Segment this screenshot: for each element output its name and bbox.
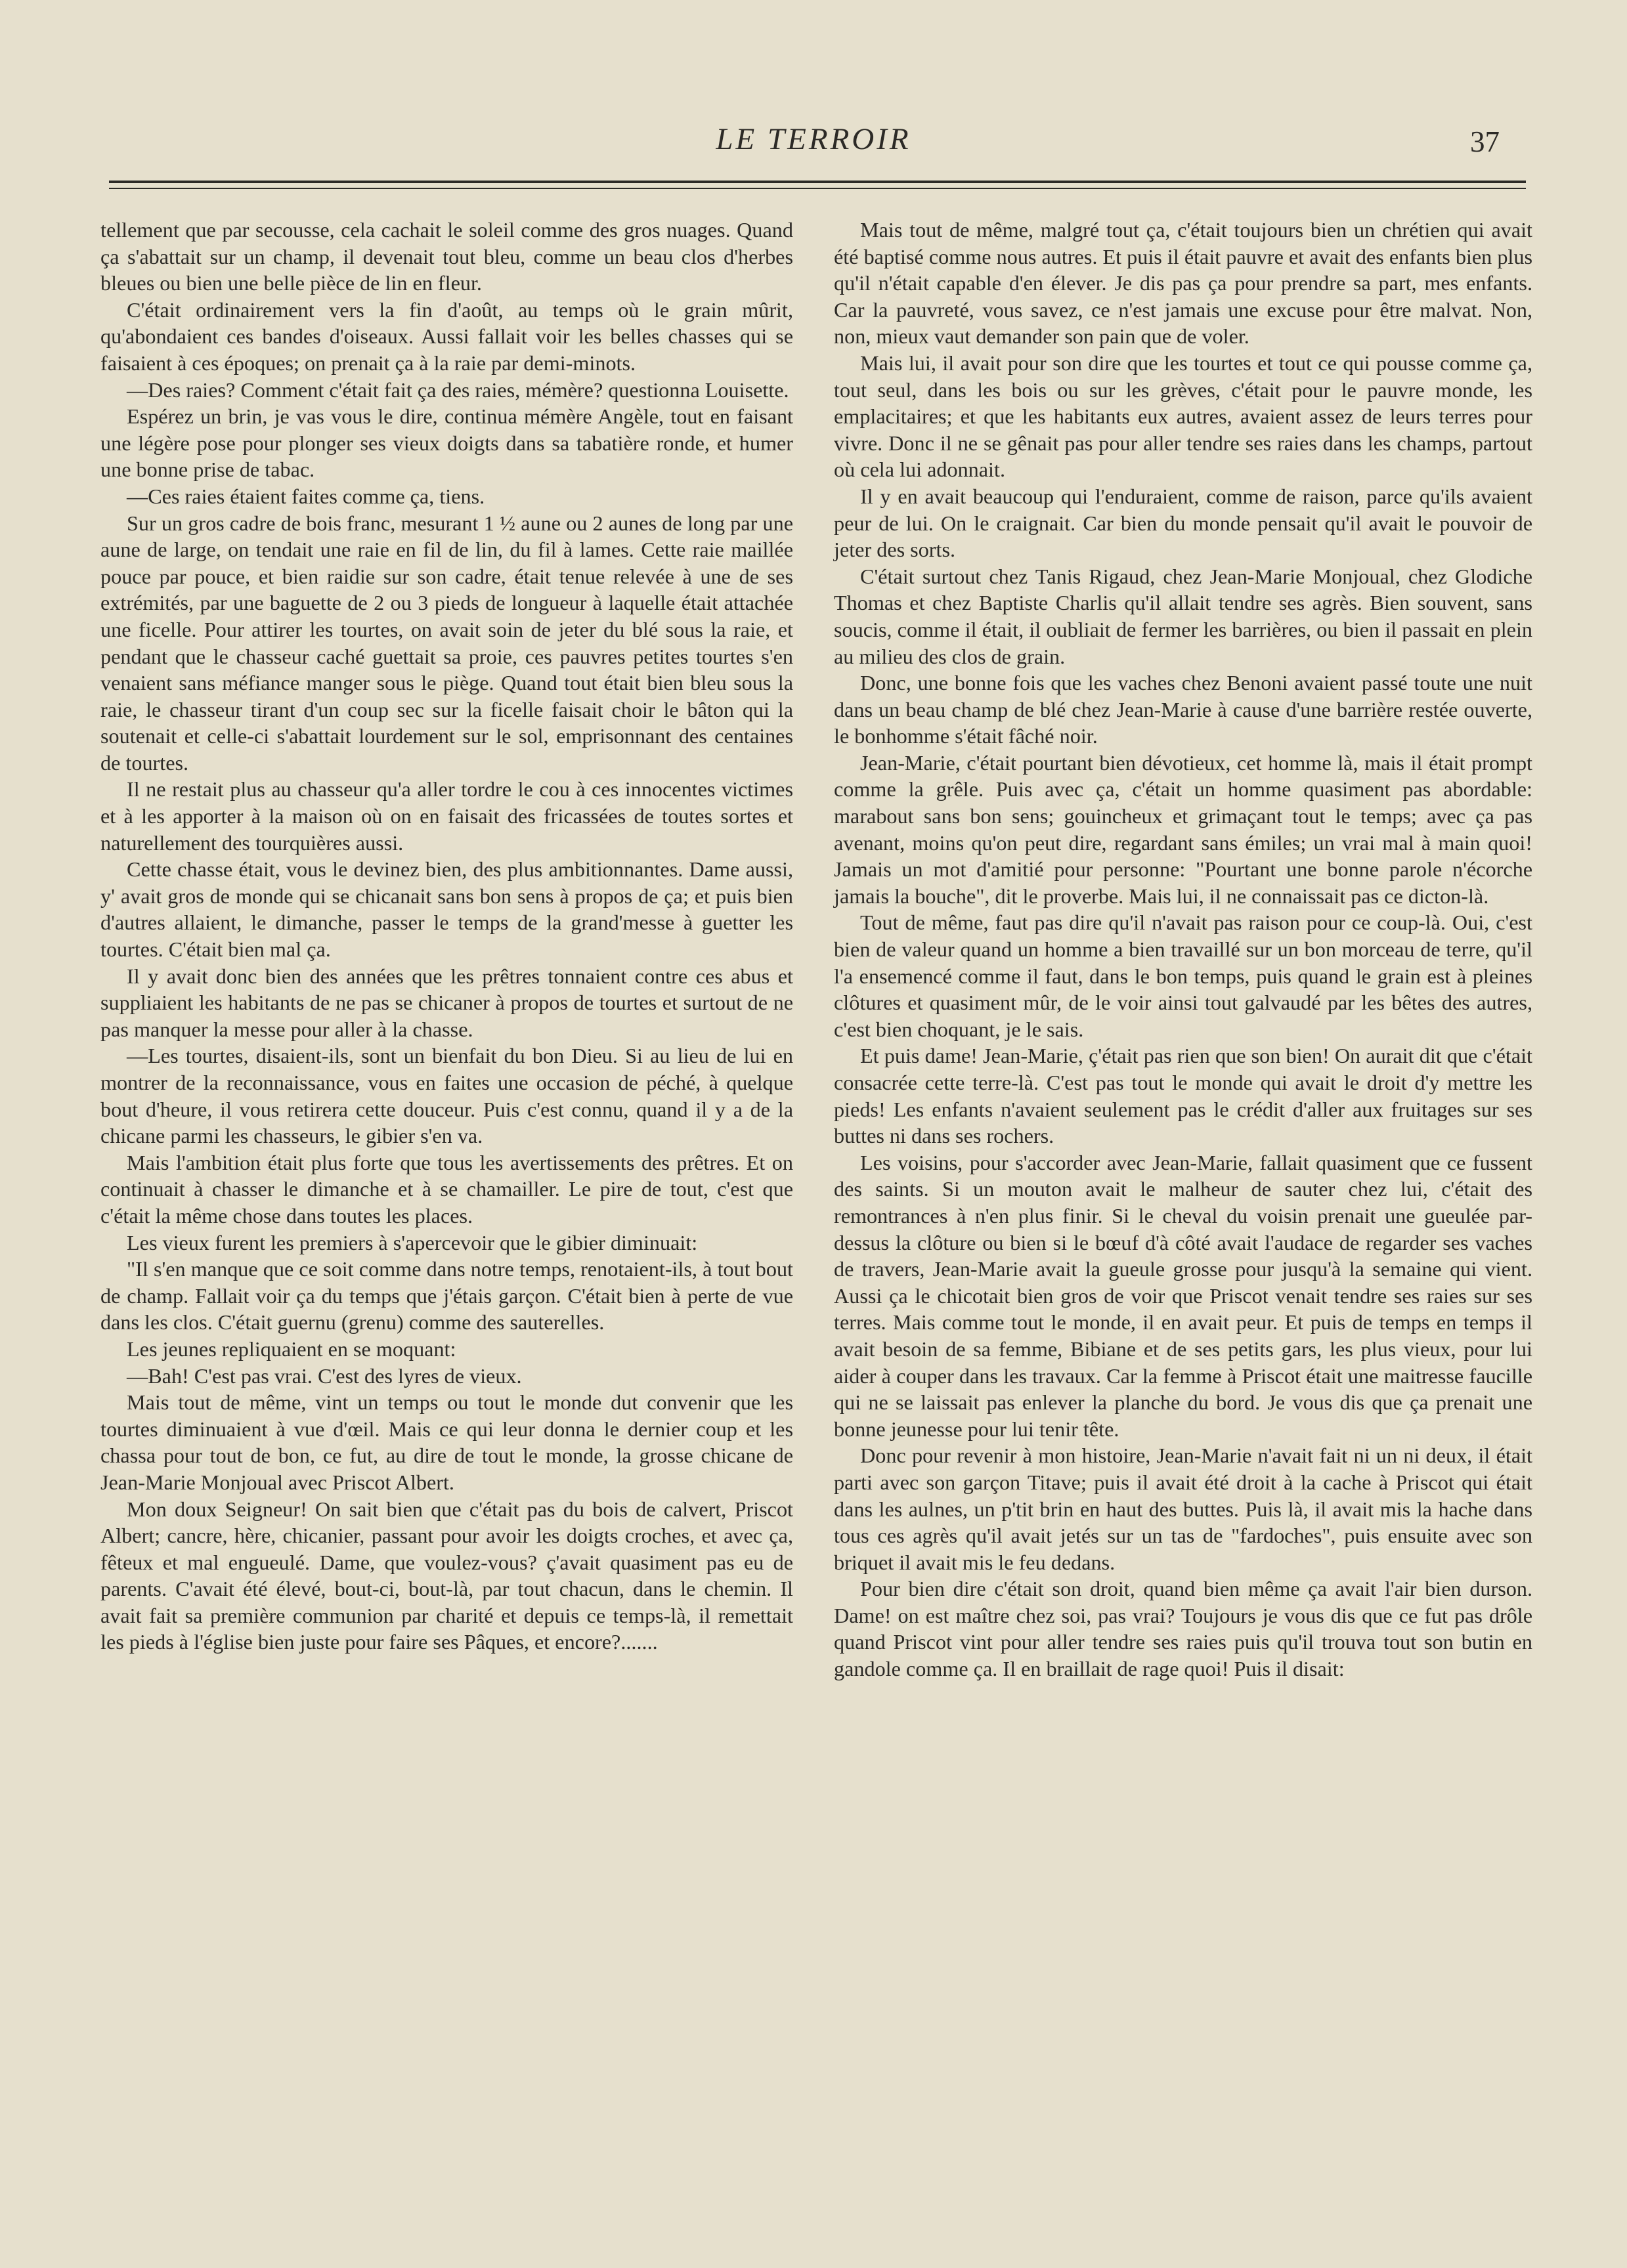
paragraph: Les vieux furent les premiers à s'apercevoir que le gibier diminuait:	[127, 1230, 698, 1254]
paragraph: C'était ordinairement vers la fin d'août, au temps où le grain mûrit, qu'abondaient ces bandes d'oiseaux. Aussi fallait voir les belles chasses qui se faisaient à ces époques; on prenait ça à la raie par demi-minots.	[100, 297, 793, 375]
paragraph: tellement que par secousse, cela cachait le soleil comme des gros nuages. Quand ça s'abattait sur un champ, il devenait tout bleu, comme un beau clos d'herbes bleues ou bien une belle pièce de lin en fleur.	[100, 218, 793, 295]
paragraph: —Ces raies étaient faites comme ça, tiens.	[127, 484, 485, 508]
paragraph: —Des raies? Comment c'était fait ça des raies, mémère? questionna Louisette.	[127, 377, 789, 402]
paragraph: Mais lui, il avait pour son dire que les tourtes et tout ce qui pousse comme ça, tout seul, dans les bois ou sur les grèves, c'était pour le pauvre monde, les emplacitaires; et que les habitants eux autres, avaient assez de leurs terres pour vivre. Donc il ne se gênait pas pour aller tendre ses raies dans les champs, partout où cela lui adonnait.	[834, 351, 1532, 482]
paragraph: Les voisins, pour s'accorder avec Jean-Marie, fallait quasiment que ce fussent des saints. Si un mouton avait le malheur de sauter chez lui, c'était des remontrances à n'en plus finir. Si le cheval du voisin prenait une gueulée par-dessus la clôture ou bien si le bœuf d'à côté avait l'audace de regarder ses vaches de travers, Jean-Marie avait la gueule grosse pour jusqu'à la semaine qui vient. Aussi ça le chicotait bien gros de voir que Priscot venait tendre ses raies sur ses terres. Mais comme tout le monde, il en avait peur. Et puis de temps en temps il avait besoin de sa femme, Bibiane et de ses petits gars, les plus vieux, pour lui aider à couper dans les travaux. Car la femme à Priscot était une maitresse faucille qui ne se laissait pas enlever la planche du bord. Je vous dis que ça prenait une bonne jeunesse pour lui tenir tête.	[834, 1150, 1532, 1441]
paragraph: "Il s'en manque que ce soit comme dans notre temps, renotaient-ils, à tout bout de champ. Fallait voir ça du temps que j'étais garçon. C'était bien à perte de vue dans les clos. C'était guernu (grenu) comme des sauterelles.	[100, 1257, 793, 1335]
right-column	[834, 217, 1532, 1682]
paragraph: C'était surtout chez Tanis Rigaud, chez Jean-Marie Monjoual, chez Glodiche Thomas et chez Baptiste Charlis qu'il allait tendre ses agrès. Bien souvent, sans soucis, comme il était, il oubliait de fermer les barrières, ou bien il passait en plein au milieu des clos de grain.	[834, 564, 1532, 668]
header-rule	[109, 181, 1526, 183]
paragraph: Jean-Marie, c'était pourtant bien dévotieux, cet homme là, mais il était prompt comme la grêle. Puis avec ça, c'était un homme quasiment pas abordable: marabout sans bon sens; gouincheux et grimaçant tout le temps; avec ça pas avenant, moins qu'on peut dire, regardant sans émiles; un vrai mal à main quoi! Jamais un mot d'amitié pour personne: "Pourtant une bonne parole n'écorche jamais la bouche", dit le proverbe. Mais lui, il ne connaissait pas ce dicton-là.	[834, 750, 1532, 908]
paragraph: Il y en avait beaucoup qui l'enduraient, comme de raison, parce qu'ils avaient peur de lui. On le craignait. Car bien du monde pensait qu'il avait le pouvoir de jeter des sorts.	[834, 484, 1532, 562]
paragraph: Espérez un brin, je vas vous le dire, continua mémère Angèle, tout en faisant une légère pose pour plonger ses vieux doigts dans sa tabatière ronde, et humer une bonne prise de tabac.	[100, 404, 793, 482]
left-column	[100, 217, 793, 1656]
paragraph: Mais tout de même, malgré tout ça, c'était toujours bien un chrétien qui avait été baptisé comme nous autres. Et puis il était pauvre et avait des enfants bien plus qu'il n'était capable d'en élever. Je dis pas ça pour prendre sa part, mes enfants. Car la pauvreté, vous savez, ce n'est jamais une excuse pour être malvat. Non, non, mieux vaut demander son pain que de voler.	[834, 218, 1532, 349]
paragraph: Mais tout de même, vint un temps ou tout le monde dut convenir que les tourtes diminuaient à vue d'œil. Mais ce qui leur donna le dernier coup et les chassa pour tout de bon, ce fut, au dire de tout le monde, la grosse chicane de Jean-Marie Monjoual avec Priscot Albert.	[100, 1390, 793, 1494]
header-rule-thin	[109, 188, 1526, 189]
paragraph: Sur un gros cadre de bois franc, mesurant 1 ½ aune ou 2 aunes de long par une aune de large, on tendait une raie en fil de lin, du fil à lames. Cette raie maillée pouce par pouce, et bien raidie sur son cadre, était tenue relevée à une de ses extrémités, par une baguette de 2 ou 3 pieds de longueur à laquelle était attachée une ficelle. Pour attirer les tourtes, on avait soin de jeter du blé sous la raie, et pendant que le chasseur caché guettait sa proie, ces pauvres petites tourtes s'en venaient sans méfiance manger sous le piège. Quand tout était bien bleu sous la raie, le chasseur tirant d'un coup sec sur la ficelle faisait choir le bâton qui la soutenait et celle-ci s'abattait lourdement sur le sol, emprisonnant des centaines de tourtes.	[100, 511, 793, 775]
paragraph: Les jeunes repliquaient en se moquant:	[127, 1337, 456, 1361]
paragraph: Donc, une bonne fois que les vaches chez Benoni avaient passé toute une nuit dans un beau champ de blé chez Jean-Marie à cause d'une barrière restée ouverte, le bonhomme s'était fâché noir.	[834, 671, 1532, 748]
paragraph: Tout de même, faut pas dire qu'il n'avait pas raison pour ce coup-là. Oui, c'est bien de valeur quand un homme a bien travaillé sur un bon morceau de terre, qu'il l'a ensemencé comme il faut, dans le bon temps, puis quand le grain est à pleines clôtures et quasiment mûr, de le voir ainsi tout galvaudé par les bêtes des autres, c'est bien choquant, je le sais.	[834, 910, 1532, 1041]
paragraph: Mais l'ambition était plus forte que tous les avertissements des prêtres. Et on continuait à chasser le dimanche et à se chamailler. Le pire de tout, c'est que c'était la même chose dans toutes les places.	[100, 1150, 793, 1228]
paragraph: Il y avait donc bien des années que les prêtres tonnaient contre ces abus et suppliaient les habitants de ne pas se chicaner à propos de tourtes et surtout de ne pas manquer la messe pour aller à la chasse.	[100, 964, 793, 1041]
paragraph: Cette chasse était, vous le devinez bien, des plus ambitionnantes. Dame aussi, y' avait gros de monde qui se chicanait sans bon sens à propos de ça; et puis bien d'autres allaient, le dimanche, passer le temps de la grand'messe à guetter les tourtes. C'était bien mal ça.	[100, 857, 793, 962]
paragraph: Pour bien dire c'était son droit, quand bien même ça avait l'air bien durson. Dame! on est maître chez soi, pas vrai? Toujours je vous dis que ce fut pas drôle quand Priscot vint pour aller tendre ses raies puis qu'il trouva tout son butin en gandole comme ça. Il en braillait de rage quoi! Puis il disait:	[834, 1577, 1532, 1681]
paragraph: Et puis dame! Jean-Marie, ç'était pas rien que son bien! On aurait dit que c'était consacrée cette terre-là. C'est pas tout le monde qui avait le droit d'y mettre les pieds! Les enfants n'avaient seulement pas le crédit d'aller aux fruitages sur ses buttes ni dans ses rochers.	[834, 1044, 1532, 1148]
paragraph: Mon doux Seigneur! On sait bien que c'était pas du bois de calvert, Priscot Albert; cancre, hère, chicanier, passant pour avoir les doigts croches, et avec ça, fêteux et mal engueulé. Dame, que voulez-vous? ç'avait quasiment pas eu de parents. C'avait été élevé, bout-ci, bout-là, par tout chacun, dans le chemin. Il avait fait sa première communion par charité et depuis ce temps-là, il remettait les pieds à l'église bien juste pour faire ses Pâques, et encore?.......	[100, 1497, 793, 1654]
paragraph: Il ne restait plus au chasseur qu'a aller tordre le cou à ces innocentes victimes et à les apporter à la maison où on en faisait des fricassées de toutes sortes et naturellement des tourquières aussi.	[100, 777, 793, 855]
paragraph: —Les tourtes, disaient-ils, sont un bienfait du bon Dieu. Si au lieu de lui en montrer de la reconnaissance, vous en faites une occasion de péché, à quelque bout d'heure, il vous retirera cette douceur. Puis c'est connu, quand il y a de la chicane parmi les chasseurs, le gibier s'en va.	[100, 1044, 793, 1148]
paragraph: —Bah! C'est pas vrai. C'est des lyres de vieux.	[127, 1363, 522, 1388]
running-header-title: LE TERROIR	[716, 122, 911, 156]
paragraph: Donc pour revenir à mon histoire, Jean-Marie n'avait fait ni un ni deux, il était parti avec son garçon Titave; puis il avait été droit à la cache à Priscot qui était dans les aulnes, un p'tit brin en haut des buttes. Puis là, il avait mis la hache dans tous ces agrès qu'il avait jetés sur un tas de "fardoches", puis ensuite avec son briquet il avait mis le feu dedans.	[834, 1444, 1532, 1574]
page-number: 37	[1470, 125, 1500, 158]
